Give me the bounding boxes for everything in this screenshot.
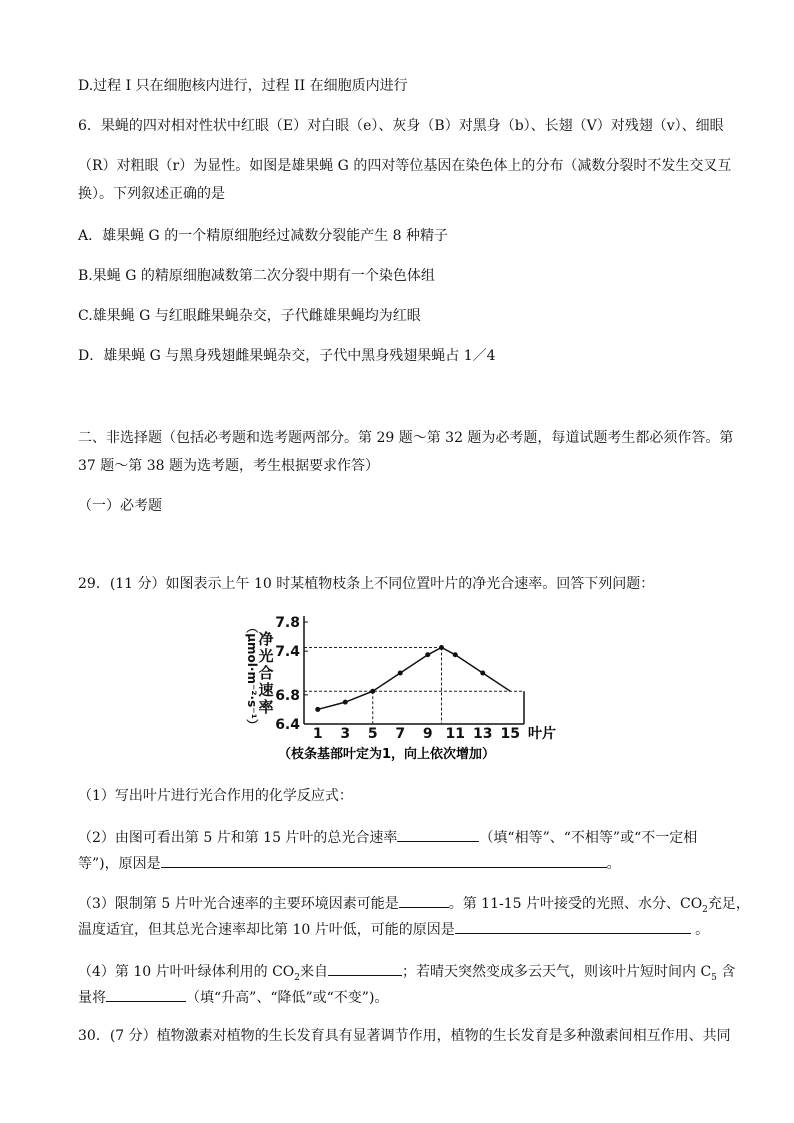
q29-part4-line1: （4）第 10 片叶叶绿体利用的 $CO_2$来自 ；若晴天突然变成多云天气，则该叶片短时间内 $C_5$ 含 [78, 960, 735, 988]
x-unit-label: 叶片 [528, 726, 556, 742]
y-unit-label: （μmol·m⁻²·s⁻¹） [245, 621, 259, 731]
q6-stem-line3: 换）。下列叙述正确的是 [78, 186, 225, 202]
x-tick-label: 11 [445, 726, 465, 742]
q6-option-b: B.果蝇 G 的精原细胞减数第二次分裂中期有一个染色体组 [78, 268, 435, 284]
q29-part3-line2: 温度适宜，但其总光合速率却比第 10 片叶低，可能的原因是 。 [78, 918, 709, 940]
y-tick-label: 6.8 [275, 687, 300, 704]
answer-blank[interactable] [328, 960, 402, 976]
x-tick-label: 5 [367, 726, 378, 742]
q6-option-c: C.雄果蝇 G 与红眼雌果蝇杂交，子代雌雄果蝇均为红眼 [78, 308, 421, 324]
y-label-char: 速 [258, 681, 274, 699]
q6-stem-line2: （R）对粗眼（r）为显性。如图是雄果蝇 G 的四对等位基因在染色体上的分布（减数分裂时不发生交叉互 [78, 158, 732, 174]
data-point [425, 652, 430, 657]
q29-part2-line2: 等”)，原因是 。 [78, 852, 621, 874]
q6-stem-line1: 6．果蝇的四对相对性状中红眼（E）对白眼（e）、灰身（B）对黑身（b）、长翅（V）对残翅（v）、细眼 [78, 118, 724, 134]
q5-option-d: D.过程 I 只在细胞核内进行，过程 II 在细胞质内进行 [78, 78, 408, 94]
y-tick-label: 7.4 [275, 644, 300, 661]
q29-part3-line1: （3）限制第 5 片叶光合速率的主要环境因素可能是 。第 11-15 片叶接受的光照、水分、$CO_2$充足， [78, 892, 750, 920]
y-label-char: 净 [258, 630, 274, 648]
x-tick-label: 15 [500, 726, 520, 742]
data-point [315, 707, 320, 712]
data-point [439, 645, 444, 650]
y-label-char: 合 [258, 664, 274, 682]
q29-stem: 29．(11 分）如图表示上午 10 时某植物枝条上不同位置叶片的净光合速率。回答下列问题： [78, 576, 655, 592]
x-tick-label: 9 [422, 726, 433, 742]
data-point [398, 671, 403, 676]
answer-blank[interactable] [161, 852, 607, 868]
x-tick-label: 3 [340, 726, 351, 742]
x-tick-label: 7 [395, 726, 406, 742]
data-point [453, 652, 458, 657]
answer-blank[interactable] [106, 986, 186, 1002]
y-label-char: 率 [258, 698, 274, 716]
section2-heading-line2: 37 题～第 38 题为选考题，考生根据要求作答） [78, 458, 379, 474]
x-tick-label: 13 [473, 726, 493, 742]
answer-blank[interactable] [399, 892, 449, 908]
q6-option-a: A．雄果蝇 G 的一个精原细胞经过减数分裂能产生 8 种精子 [78, 228, 449, 244]
net-photosynthesis-chart [234, 604, 564, 764]
section2-heading-line1: 二、非选择题（包括必考题和选考题两部分。第 29 题～第 32 题为必考题，每道试题考生都必须作答。第 [78, 430, 734, 446]
data-point [343, 700, 348, 705]
y-tick-label: 7.8 [275, 615, 300, 631]
q30-stem: 30．(7 分）植物激素对植物的生长发育具有显著调节作用，植物的生长发育是多种激素间相互作用、共同 [78, 1028, 731, 1044]
y-label-char: 光 [258, 647, 274, 665]
answer-blank[interactable] [397, 826, 479, 842]
data-point [370, 689, 375, 694]
y-tick-label: 6.4 [275, 717, 300, 733]
x-tick-label: 1 [312, 726, 323, 742]
q29-part1: （1）写出叶片进行光合作用的化学反应式： [78, 788, 353, 804]
answer-blank[interactable] [455, 918, 691, 934]
x-axis-note: （枝条基部叶定为1，向上依次增加） [278, 747, 496, 762]
q29-part2-line1: （2）由图可看出第 5 片和第 15 片叶的总光合速率 （填“相等”、“不相等”或“不一定相 [78, 826, 697, 848]
data-point [480, 671, 485, 676]
q29-part4-line2: 量将 （填“升高”、“降低”或“不变”)。 [78, 986, 388, 1008]
q6-option-d: D．雄果蝇 G 与黑身残翅雌果蝇杂交，子代中黑身残翅果蝇占 1／4 [78, 348, 496, 364]
section2-subheading: （一）必考题 [78, 498, 162, 514]
